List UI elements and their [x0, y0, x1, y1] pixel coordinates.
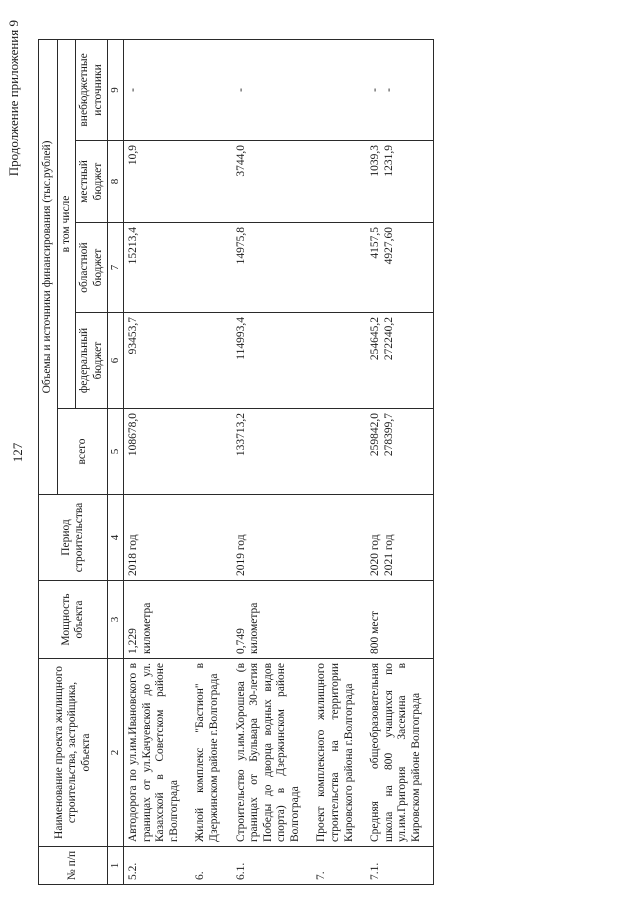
capacity-value: 800 мест [366, 581, 434, 659]
header-capacity: Мощность объекта [39, 581, 108, 659]
header-federal-budget: федеральный бюджет [76, 313, 108, 409]
extrabudgetary-value [366, 39, 434, 140]
header-funding: Объемы и источники финансирования (тыс.рублей) [39, 39, 58, 494]
column-number: 6 [108, 313, 124, 409]
period-value [124, 495, 192, 581]
regional-value-line: 14975,8 [234, 227, 247, 265]
total-value-line: 133713,2 [234, 413, 247, 457]
column-number: 9 [108, 39, 124, 140]
period-value [366, 495, 434, 581]
header-period: Период строительства [39, 495, 108, 581]
extrabudgetary-value [124, 39, 192, 140]
table-body [124, 39, 434, 884]
period-value-line: 2018 год [127, 534, 140, 576]
column-number: 7 [108, 223, 124, 313]
column-number: 2 [108, 659, 124, 847]
header-regional-budget: областной бюджет [76, 223, 108, 313]
total-value-line: 278399,7 [382, 413, 395, 457]
extrabudgetary-value-line: - [127, 88, 140, 92]
total-value-line: 259842,0 [369, 413, 382, 457]
header-number: № п/п [39, 847, 108, 885]
project-name: Строительство ул.им.Хорошева (в границах от Бульвара 30-летия Победы до дворца водных видов спорта) в Дзержинском районе Волгограда [232, 659, 313, 847]
total-value [191, 409, 231, 495]
period-value [232, 495, 313, 581]
period-value-line: 2021 год [382, 534, 395, 576]
header-local-budget: местный бюджет [76, 141, 108, 223]
column-number: 4 [108, 495, 124, 581]
extrabudgetary-value [232, 39, 313, 140]
header-project-name: Наименование проекта жилищного строительства, застройщика, объекта [39, 659, 108, 847]
regional-value [232, 223, 313, 313]
federal-value [312, 313, 366, 409]
column-number: 3 [108, 581, 124, 659]
federal-value [232, 313, 313, 409]
table-row [232, 39, 313, 884]
federal-value-line: 93453,7 [127, 317, 140, 355]
row-number: 7. [312, 847, 366, 885]
regional-value [124, 223, 192, 313]
project-name: Средняя общеобразовательная школа на 800 учащихся по ул.им.Григория Засекина в Кировском районе Волгограда [366, 659, 434, 847]
extrabudgetary-value [191, 39, 231, 140]
extrabudgetary-value [312, 39, 366, 140]
local-value [232, 141, 313, 223]
page-number: 127 [10, 442, 25, 463]
capacity-value: 0,749 километра [232, 581, 313, 659]
capacity-value [191, 581, 231, 659]
total-value [232, 409, 313, 495]
column-number: 1 [108, 847, 124, 885]
local-value [191, 141, 231, 223]
period-value [312, 495, 366, 581]
local-value-line: 10,9 [127, 145, 140, 166]
extrabudgetary-value-line: - [234, 88, 247, 92]
period-value-line: 2019 год [234, 534, 247, 576]
local-value [312, 141, 366, 223]
funding-table [38, 39, 434, 885]
table-row [312, 39, 366, 884]
total-value [312, 409, 366, 495]
period-value [191, 495, 231, 581]
project-name: Автодорога по ул.им.Ивановского в границах от ул.Качуевской до ул. Казахской в Советском районе г.Волгограда [124, 659, 192, 847]
regional-value [191, 223, 231, 313]
local-value-line: 1231,9 [382, 145, 395, 177]
regional-value [366, 223, 434, 313]
total-value [124, 409, 192, 495]
row-number: 6.1. [232, 847, 313, 885]
row-number: 7.1. [366, 847, 434, 885]
federal-value-line: 254645,2 [369, 317, 382, 361]
column-number: 5 [108, 409, 124, 495]
local-value [124, 141, 192, 223]
regional-value-line: 4157,5 [369, 227, 382, 259]
project-name: Проект комплексного жилищного строительства на территории Кировского района г.Волгограда [312, 659, 366, 847]
appendix-note: Продолжение приложения 9 [6, 20, 21, 177]
local-value-line: 1039,3 [369, 145, 382, 177]
capacity-value: 1,229 километра [124, 581, 192, 659]
header-total: всего [57, 409, 108, 495]
table-row [191, 39, 231, 884]
total-value-line: 108678,0 [127, 413, 140, 457]
federal-value-line: 114993,4 [234, 317, 247, 360]
regional-value [312, 223, 366, 313]
capacity-value [312, 581, 366, 659]
federal-value [366, 313, 434, 409]
extrabudgetary-value-line: - [369, 88, 382, 92]
federal-value [124, 313, 192, 409]
header-including: в том числе [57, 39, 76, 408]
table-row [366, 39, 434, 884]
local-value-line: 3744,0 [234, 145, 247, 177]
federal-value [191, 313, 231, 409]
table-row [124, 39, 192, 884]
project-name: Жилой комплекс "Бастион" в Дзержинском районе г.Волгограда [191, 659, 231, 847]
column-number: 8 [108, 141, 124, 223]
total-value [366, 409, 434, 495]
regional-value-line: 4927,60 [382, 227, 395, 265]
period-value-line: 2020 год [369, 534, 382, 576]
extrabudgetary-value-line: - [382, 88, 395, 92]
local-value [366, 141, 434, 223]
regional-value-line: 15213,4 [127, 227, 140, 265]
row-number: 5.2. [124, 847, 192, 885]
header-extrabudgetary: внебюджетные источники [76, 39, 108, 140]
federal-value-line: 272240,2 [382, 317, 395, 361]
row-number: 6. [191, 847, 231, 885]
